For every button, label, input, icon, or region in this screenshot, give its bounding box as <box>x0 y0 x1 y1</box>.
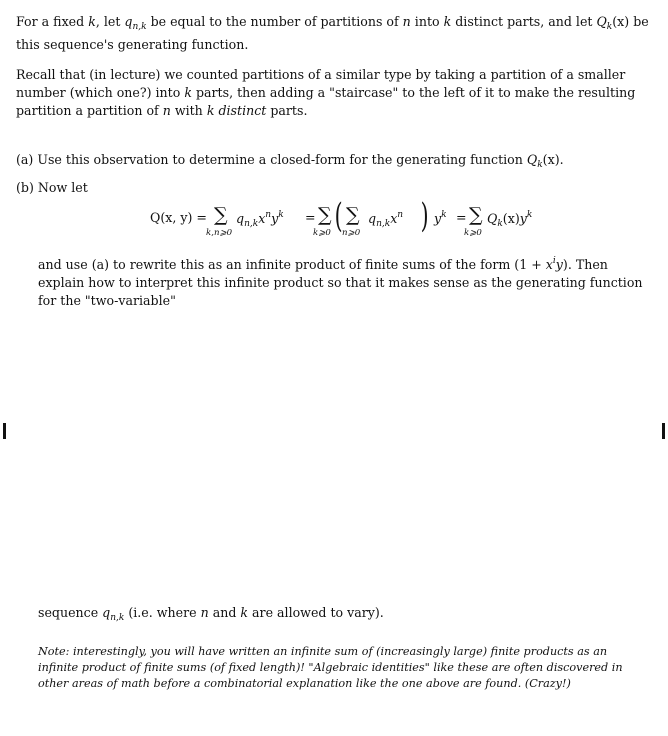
intro-text: , let <box>95 14 125 29</box>
sum-index: n⩾0 <box>342 228 361 238</box>
intro-paragraph <box>16 13 650 54</box>
math-k: k <box>184 85 192 100</box>
math-subscript: n,k <box>132 22 147 32</box>
math-q: q <box>368 211 377 226</box>
intro-text: be equal to the number of partitions of <box>146 14 403 29</box>
math-superscript: k <box>526 210 533 220</box>
math-Q: Q <box>526 152 538 167</box>
sum-symbol: ∑ <box>214 204 228 226</box>
math-Q: Q <box>596 14 607 29</box>
inner-term <box>368 210 403 229</box>
math-arg: (x) <box>502 211 520 226</box>
sum-symbol: ∑ <box>469 204 483 226</box>
math-k: k <box>88 14 96 29</box>
math-y: y <box>555 257 563 272</box>
part-a-label: (a) <box>16 152 34 167</box>
intro-text: be this sequence's generating function. <box>16 14 649 52</box>
equals-sign: = <box>456 210 467 225</box>
recall-text: parts. <box>266 103 308 118</box>
math-superscript: k <box>441 210 447 220</box>
intro-text: into <box>410 14 444 29</box>
left-paren: ( <box>334 196 343 236</box>
sequence-text: are allowed to vary). <box>248 605 384 620</box>
right-paren: ) <box>420 196 429 236</box>
math-superscript: n <box>265 210 272 220</box>
math-subscript: n,k <box>376 219 391 229</box>
display-equation <box>0 196 668 244</box>
right-edge-marker <box>662 423 665 439</box>
part-a-text: Use this observation to determine a closed-form for the generating function <box>33 152 527 167</box>
note-paragraph: Note: interestingly, you will have written an infinite sum of (increasingly large) finite products as an infinite product of finite sums (of fixed length)! "Algebraic identities" like these are often discovered in other areas of math before a combinatorial explanation like the one above are found. (Crazy!) <box>38 645 623 690</box>
term-1 <box>236 210 284 229</box>
intro-text: For a fixed <box>16 14 89 29</box>
math-subscript: n,k <box>110 613 125 623</box>
part-a <box>16 151 650 174</box>
math-subscript: k <box>606 22 613 32</box>
part-b-text: and use (a) to rewrite this as an infinite product of finite sums of the form (1 + <box>38 257 546 272</box>
sum-index: k⩾0 <box>464 228 482 238</box>
equation-lhs: Q(x, y) = <box>150 210 207 225</box>
math-superscript: n <box>397 210 404 220</box>
equals-sign: = <box>305 210 316 225</box>
math-x: x <box>390 211 398 226</box>
sum-index: k⩾0 <box>313 228 331 238</box>
sum-symbol: ∑ <box>318 204 332 226</box>
sum-symbol: ∑ <box>346 204 360 226</box>
math-n: n <box>402 14 411 29</box>
emphasis-distinct: distinct <box>218 103 267 118</box>
math-arg: (x). <box>542 152 564 167</box>
sequence-text: and <box>208 605 241 620</box>
part-b-text: Now let <box>33 180 88 195</box>
rhs-term <box>487 210 532 229</box>
math-k: k <box>240 605 249 620</box>
math-subscript: n,k <box>244 219 259 229</box>
math-x: x <box>258 211 266 226</box>
math-superscript: i <box>552 256 556 266</box>
math-q: q <box>236 211 245 226</box>
part-b-label: (b) <box>16 180 34 195</box>
math-subscript: k <box>497 219 503 229</box>
sequence-text: (i.e. where <box>124 605 201 620</box>
math-y: y <box>519 211 527 226</box>
math-Q: Q <box>487 211 498 226</box>
part-b <box>16 179 650 197</box>
recall-text: with <box>170 103 207 118</box>
math-y: y <box>434 211 442 226</box>
math-arg: (x) <box>612 14 630 29</box>
sum-index: k,n⩾0 <box>206 228 233 238</box>
math-k: k <box>443 14 452 29</box>
math-q: q <box>102 605 111 620</box>
math-n: n <box>162 103 171 118</box>
part-b-continuation <box>38 252 650 310</box>
intro-text: distinct parts, and let <box>451 14 597 29</box>
part-b-text: ). Then explain how to interpret this infinite product so that it makes sense as the generating function for the "two-variable" <box>38 257 643 308</box>
y-power <box>434 210 447 226</box>
math-k: k <box>206 103 215 118</box>
math-x: x <box>545 257 553 272</box>
math-q: q <box>124 14 133 29</box>
recall-paragraph <box>16 66 650 120</box>
math-superscript: k <box>278 210 284 220</box>
recall-text: parts, then adding a "staircase" to the left of it to make the resulting partition a partition of <box>16 85 636 118</box>
math-y: y <box>271 211 279 226</box>
math-subscript: k <box>537 160 543 170</box>
sequence-text: sequence <box>38 605 103 620</box>
math-n: n <box>200 605 209 620</box>
sequence-line <box>38 604 650 627</box>
recall-text: Recall that (in lecture) we counted partitions of a similar type by taking a partition of a smaller number (which one?) into <box>16 67 626 100</box>
left-edge-marker <box>3 423 6 439</box>
